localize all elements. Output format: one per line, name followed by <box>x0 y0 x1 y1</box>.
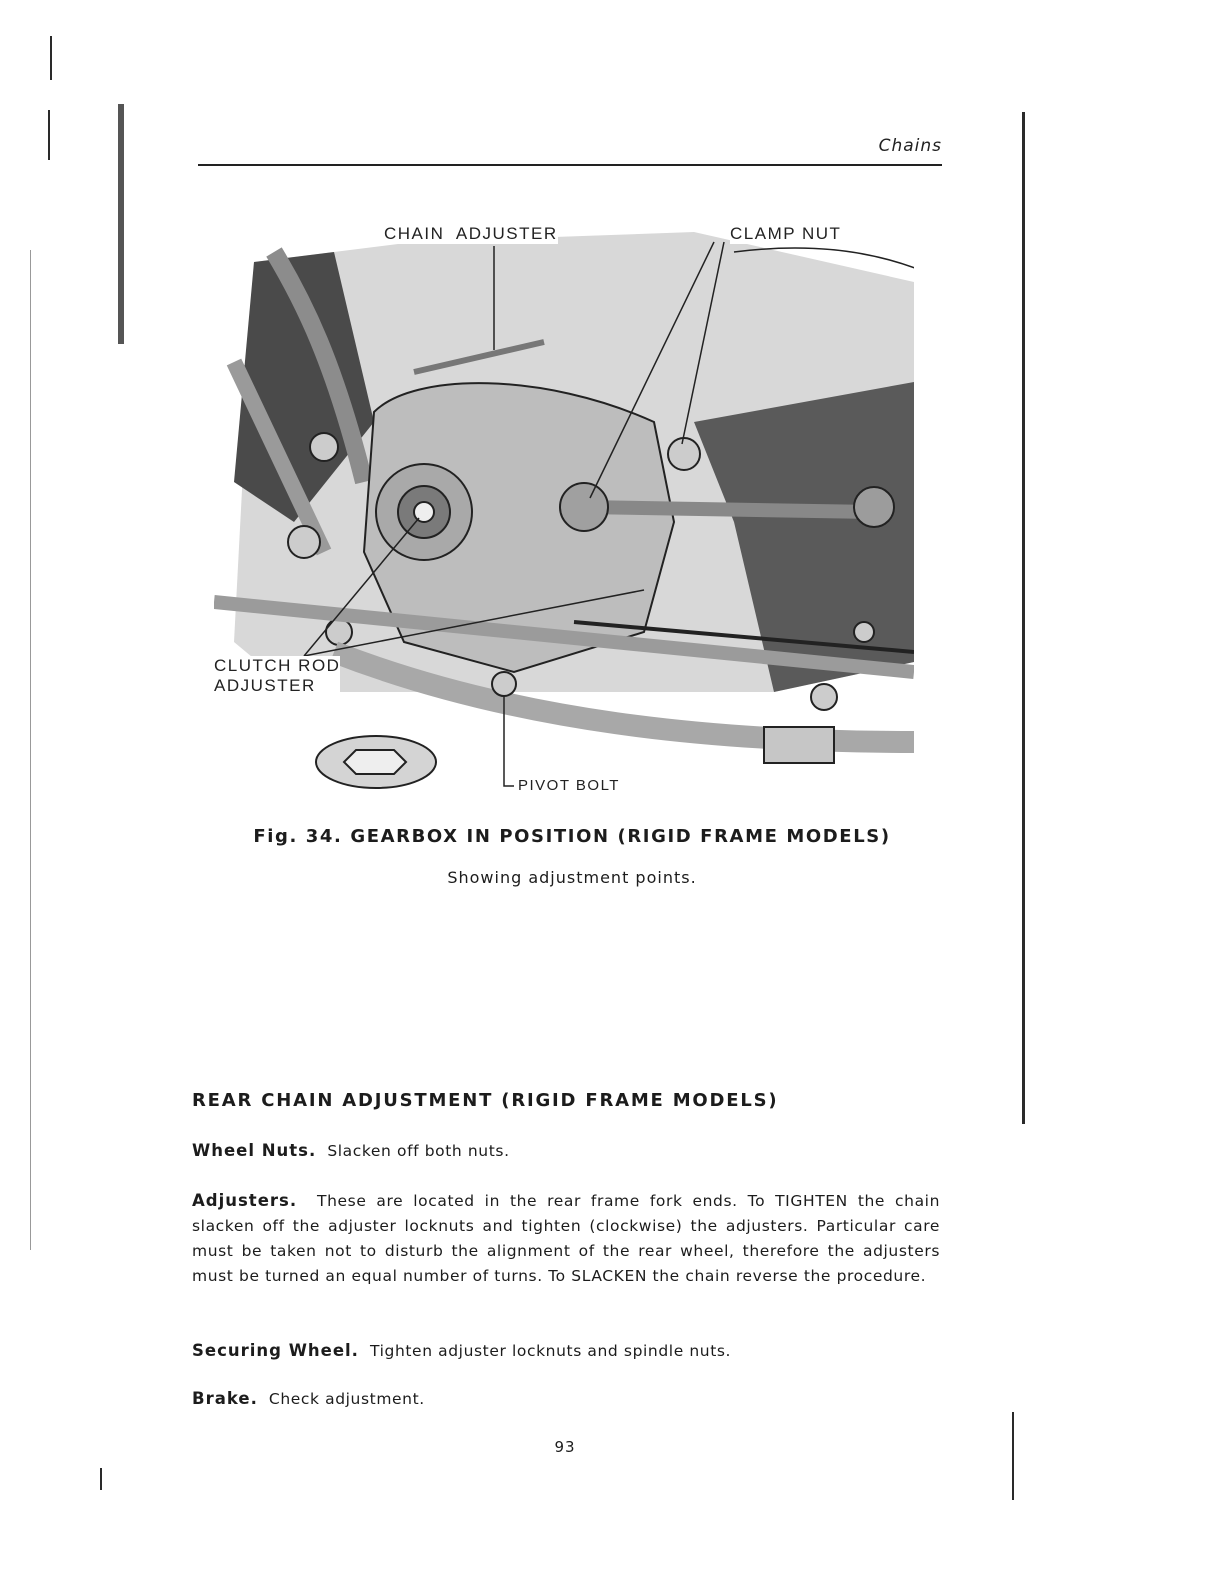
scan-left-edge <box>48 110 50 160</box>
scan-left-edge <box>50 36 52 80</box>
scan-right-edge <box>1022 112 1025 1124</box>
clutch-rod-adjuster-label: CLUTCH ROD ADJUSTER <box>214 656 341 695</box>
paragraph-lead: Brake. <box>192 1389 258 1408</box>
scan-right-edge <box>1012 1412 1014 1500</box>
paragraph-lead: Wheel Nuts. <box>192 1141 317 1160</box>
page-number: 93 <box>554 1438 576 1456</box>
gearbox-drawing <box>214 222 914 802</box>
paragraph-text: Tighten adjuster locknuts and spindle nuts. <box>370 1342 732 1360</box>
paragraph-brake <box>192 1386 940 1412</box>
paragraph-text: These are located in the rear frame fork ends. To TIGHTEN the chain slacken off the adjuster locknuts and tighten (clockwise) the adjusters. Particular care must be taken not to disturb the alignment of the rear wheel, therefore the adjusters must be turned an equal number of turns. To SLACKEN the chain reverse the procedure. <box>192 1192 941 1285</box>
figure-subcaption: Showing adjustment points. <box>447 868 697 887</box>
section-heading: REAR CHAIN ADJUSTMENT (RIGID FRAME MODELS) <box>192 1090 779 1111</box>
chain-adjuster-label: CHAIN ADJUSTER <box>384 224 558 243</box>
paragraph-wheel-nuts <box>192 1138 940 1164</box>
scan-left-edge <box>100 1468 102 1490</box>
paragraph-securing-wheel <box>192 1338 940 1364</box>
clamp-nut-label: CLAMP NUT <box>730 224 842 243</box>
paragraph-text: Check adjustment. <box>268 1390 425 1408</box>
paragraph-adjusters <box>192 1188 940 1289</box>
scan-binding-mark <box>118 104 124 344</box>
scan-left-edge <box>30 250 31 1250</box>
paragraph-lead: Securing Wheel. <box>192 1341 359 1360</box>
paragraph-lead: Adjusters. <box>192 1191 298 1210</box>
paragraph-text: Slacken off both nuts. <box>327 1142 510 1160</box>
pivot-bolt-label: PIVOT BOLT <box>518 777 620 794</box>
header-rule <box>198 164 942 166</box>
figure-caption: Fig. 34. GEARBOX IN POSITION (RIGID FRAME MODELS) <box>253 826 891 847</box>
running-header: Chains <box>878 136 942 156</box>
gearbox-illustration <box>214 222 914 802</box>
